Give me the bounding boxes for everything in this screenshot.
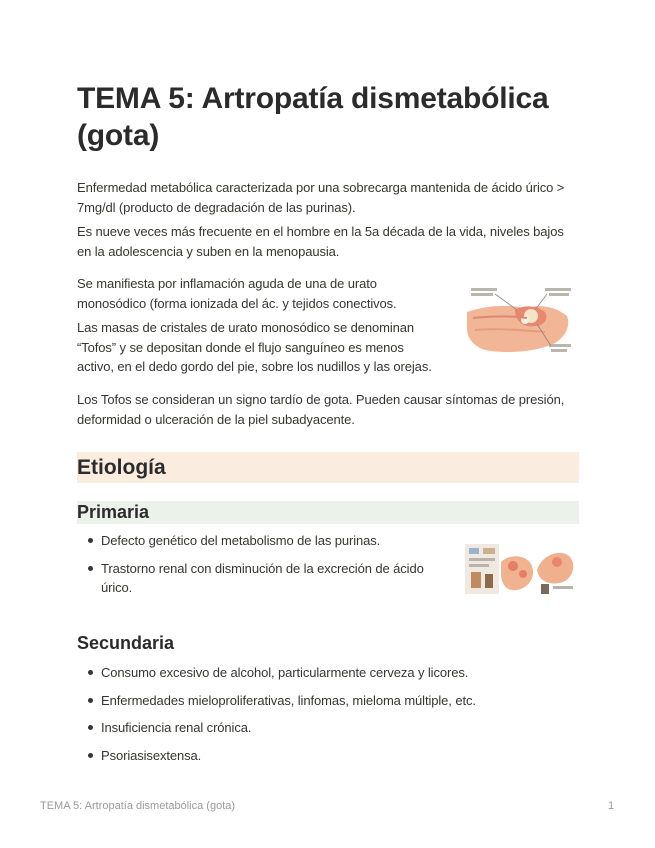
intro-paragraph-3: Se manifiesta por inflamación aguda de una de urato monosódico (forma ionizada del ác. y tejidos conectivos.	[77, 276, 397, 311]
intro-paragraph-5: Los Tofos se consideran un signo tardío de gota. Pueden causar síntomas de presión, deformidad o ulceración de la piel subadyacente.	[77, 392, 565, 427]
list-item: Trastorno renal con disminución de la excreción de ácido úrico.	[77, 559, 447, 598]
list-item: Defecto genético del metabolismo de las purinas.	[77, 531, 447, 551]
bullet-icon	[88, 566, 93, 571]
page-title: TEMA 5: Artropatía dismetabólica (gota)	[77, 82, 549, 152]
bullet-icon	[88, 698, 93, 703]
bullet-icon	[88, 538, 93, 543]
list-item: Insuficiencia renal crónica.	[77, 718, 577, 738]
subheading-secundaria: Secundaria	[77, 633, 175, 653]
intro-paragraph-4: Las masas de cristales de urato monosódico se denominan “Tofos” y se depositan donde el flujo sanguíneo es menos activo, en el dedo gordo del pie, sobre los nudillos y las orejas.	[77, 320, 432, 374]
bullet-icon	[88, 725, 93, 730]
intro-paragraph-1: Enfermedad metabólica caracterizada por una sobrecarga mantenida de ácido úrico > 7mg/dl (producto de degradación de las purinas).	[77, 180, 565, 215]
primaria-list	[77, 531, 447, 598]
list-item: Psoriasisextensa.	[77, 746, 577, 766]
gout-collage-illustration	[465, 542, 579, 596]
subheading-primaria: Primaria	[77, 501, 579, 524]
section-heading-etiologia: Etiología	[77, 452, 579, 483]
page-number: 1	[608, 800, 615, 812]
list-item: Consumo excesivo de alcohol, particularmente cerveza y licores.	[77, 663, 577, 683]
bullet-icon	[88, 753, 93, 758]
list-item: Enfermedades mieloproliferativas, linfomas, mieloma múltiple, etc.	[77, 691, 577, 711]
bullet-icon	[88, 670, 93, 675]
gout-foot-illustration	[465, 282, 575, 362]
secundaria-list	[77, 663, 577, 765]
footer-title: TEMA 5: Artropatía dismetabólica (gota)	[40, 800, 236, 812]
intro-paragraph-2: Es nueve veces más frecuente en el hombre en la 5a década de la vida, niveles bajos en la adolescencia y suben en la menopausia.	[77, 224, 564, 259]
